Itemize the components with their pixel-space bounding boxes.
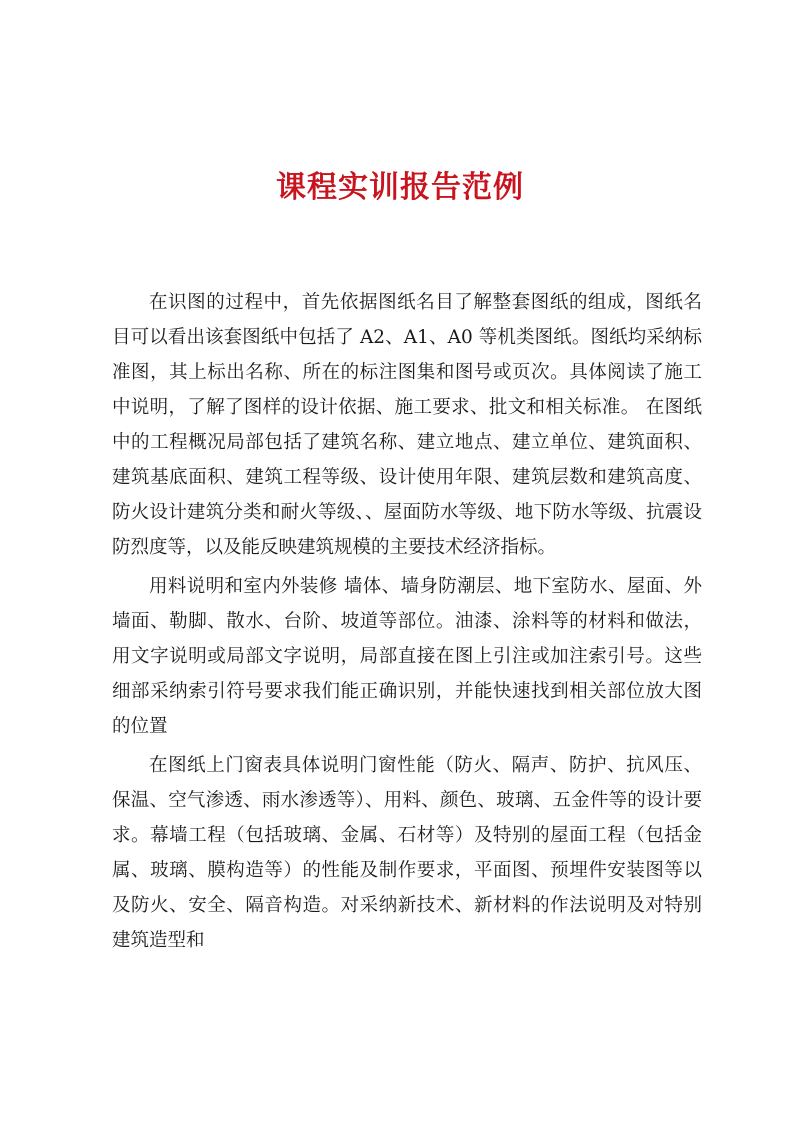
paragraph-1: 在识图的过程中，首先依据图纸名目了解整套图纸的组成，图纸名目可以看出该套图纸中包括了 A2、A1、A0 等机类图纸。图纸均采纳标准图，其上标出名称、所在的标注图集和图号或页次。具体阅读了施工中说明，了解了图样的设计依据、施工要求、批文和相关标准。 在图纸中的工程概况局部包括了建筑名称、建立地点、建立单位、建筑面积、建筑基底面积、建筑工程等级、设计使用年限、建筑层数和建筑高度、防火设计建筑分类和耐火等级、、屋面防水等级、地下防水等级、抗震设防烈度等，以及能反映建筑规模的主要技术经济指标。 — [112, 292, 702, 558]
document-title: 课程实训报告范例 — [276, 170, 524, 205]
paragraph-3: 在图纸上门窗表具体说明门窗性能（防火、隔声、防护、抗风压、保温、空气渗透、雨水渗透等）、用料、颜色、玻璃、五金件等的设计要求。幕墙工程（包括玻璃、金属、石材等）及特别的屋面工程（包括金属、玻璃、膜构造等）的性能及制作要求，平面图、预埋件安装图等以及防火、安全、隔音构造。对采纳新技术、新材料的作法说明及对特别建筑造型和 — [112, 755, 702, 951]
paragraph-2: 用料说明和室内外装修 墙体、墙身防潮层、地下室防水、屋面、外墙面、勒脚、散水、台阶、坡道等部位。油漆、涂料等的材料和做法，用文字说明或局部文字说明，局部直接在图上引注或加注索引号。这些细部采纳索引符号要求我们能正确识别，并能快速找到相关部位放大图的位置 — [112, 576, 702, 737]
document-body — [112, 285, 702, 962]
